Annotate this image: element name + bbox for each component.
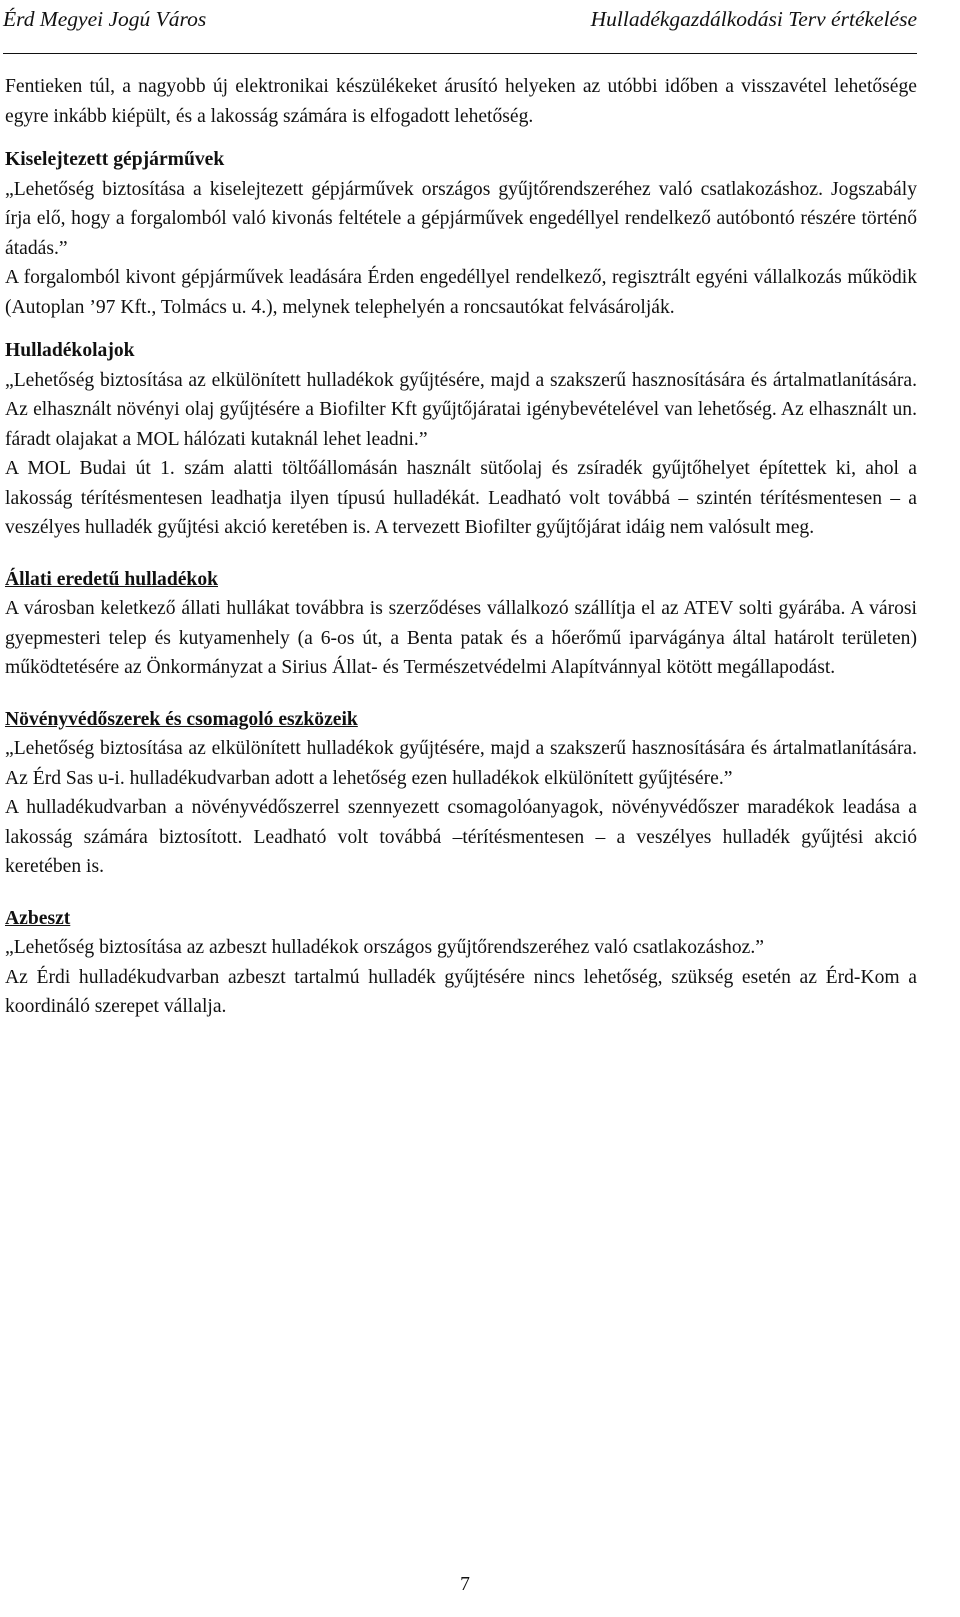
page-header: [3, 4, 917, 36]
document-body: [5, 72, 917, 1022]
section-title: Növényvédőszerek és csomagoló eszközeik: [5, 708, 358, 730]
quote-paragraph: „Lehetőség biztosítása az azbeszt hulladékok országos gyűjtőrendszeréhez való csatlakozáshoz.”: [5, 937, 764, 958]
section-vehicles: [5, 145, 917, 322]
paragraph: A hulladékudvarban a növényvédőszerrel szennyezett csomagolóanyagok, növényvédőszer maradékok leadása a lakosság számára biztosított. Leadható volt továbbá –térítésmentesen – a veszélyes hulladék gyűjtési akció keretében is.: [5, 797, 917, 877]
section-title: Hulladékolajok: [5, 340, 135, 361]
intro-paragraph: Fentieken túl, a nagyobb új elektronikai készülékeket árusító helyeken az utóbbi időben a visszavétel lehetősége egyre inkább kiépült, és a lakosság számára is elfogadott lehetőség.: [5, 76, 917, 127]
section-title: Azbeszt: [5, 907, 71, 929]
section-animal-waste: [5, 565, 917, 683]
section-pesticides: [5, 705, 917, 882]
page-number: 7: [460, 1574, 470, 1595]
section-asbestos: [5, 904, 917, 1022]
paragraph: A városban keletkező állati hullákat továbbra is szerződéses vállalkozó szállítja el az ATEV solti gyárába. A városi gyepmesteri telep és kutyamenhely (a 6-os út, a Benta patak és a hőerőmű iparvágánya által határolt területen) működtetésére az Önkormányzat a Sirius Állat- és Természetvédelmi Alapítvánnyal kötött megállapodást.: [5, 598, 917, 678]
paragraph: Az Érdi hulladékudvarban azbeszt tartalmú hulladék gyűjtésére nincs lehetőség, szükség esetén az Érd-Kom a koordináló szerepet vállalja.: [5, 966, 917, 1017]
quote-paragraph: „Lehetőség biztosítása a kiselejtezett gépjárművek országos gyűjtőrendszeréhez való csatlakozáshoz. Jogszabály írja elő, hogy a forgalomból való kivonás feltétele a gépjárművek engedéllyel rendelkező autóbontó részére történő átadás.”: [5, 178, 917, 259]
header-document-title: Hulladékgazdálkodási Terv értékelése: [590, 7, 917, 31]
section-title: Állati eredetű hulladékok: [5, 568, 219, 590]
header-city: Érd Megyei Jogú Város: [3, 7, 207, 31]
quote-paragraph: „Lehetőség biztosítása az elkülönített hulladékok gyűjtésére, majd a szakszerű hasznosítására és ártalmatlanítására. Az Érd Sas u-i. hulladékudvarban adott a lehetőség ezen hulladékok elkülönített gyűjtésére.”: [5, 738, 917, 789]
quote-paragraph: „Lehetőség biztosítása az elkülönített hulladékok gyűjtésére, majd a szakszerű hasznosítására és ártalmatlanítására. Az elhasznált növényi olaj gyűjtésére a Biofilter Kft gyűjtőjáratai igénybevételével van lehetőség. Az elhasznált un. fáradt olajakat a MOL hálózati kutaknál lehet leadni.”: [5, 369, 917, 450]
paragraph: A MOL Budai út 1. szám alatti töltőállomásán használt sütőolaj és zsíradék gyűjtőhelyet építettek ki, ahol a lakosság térítésmentesen leadhatja ilyen típusú hulladékát. Leadható volt továbbá – szintén térítésmentesen – a veszélyes hulladék gyűjtési akció keretében is. A tervezett Biofilter gyűjtőjárat idáig nem valósult meg.: [5, 458, 917, 538]
header-rule: [3, 53, 917, 54]
section-waste-oils: [5, 336, 917, 543]
paragraph: A forgalomból kivont gépjárművek leadására Érden engedéllyel rendelkező, regisztrált egyéni vállalkozás működik (Autoplan ’97 Kft., Tolmács u. 4.), melynek telephelyén a roncsautókat felvásárolják.: [5, 267, 917, 318]
section-title: Kiselejtezett gépjárművek: [5, 149, 225, 170]
